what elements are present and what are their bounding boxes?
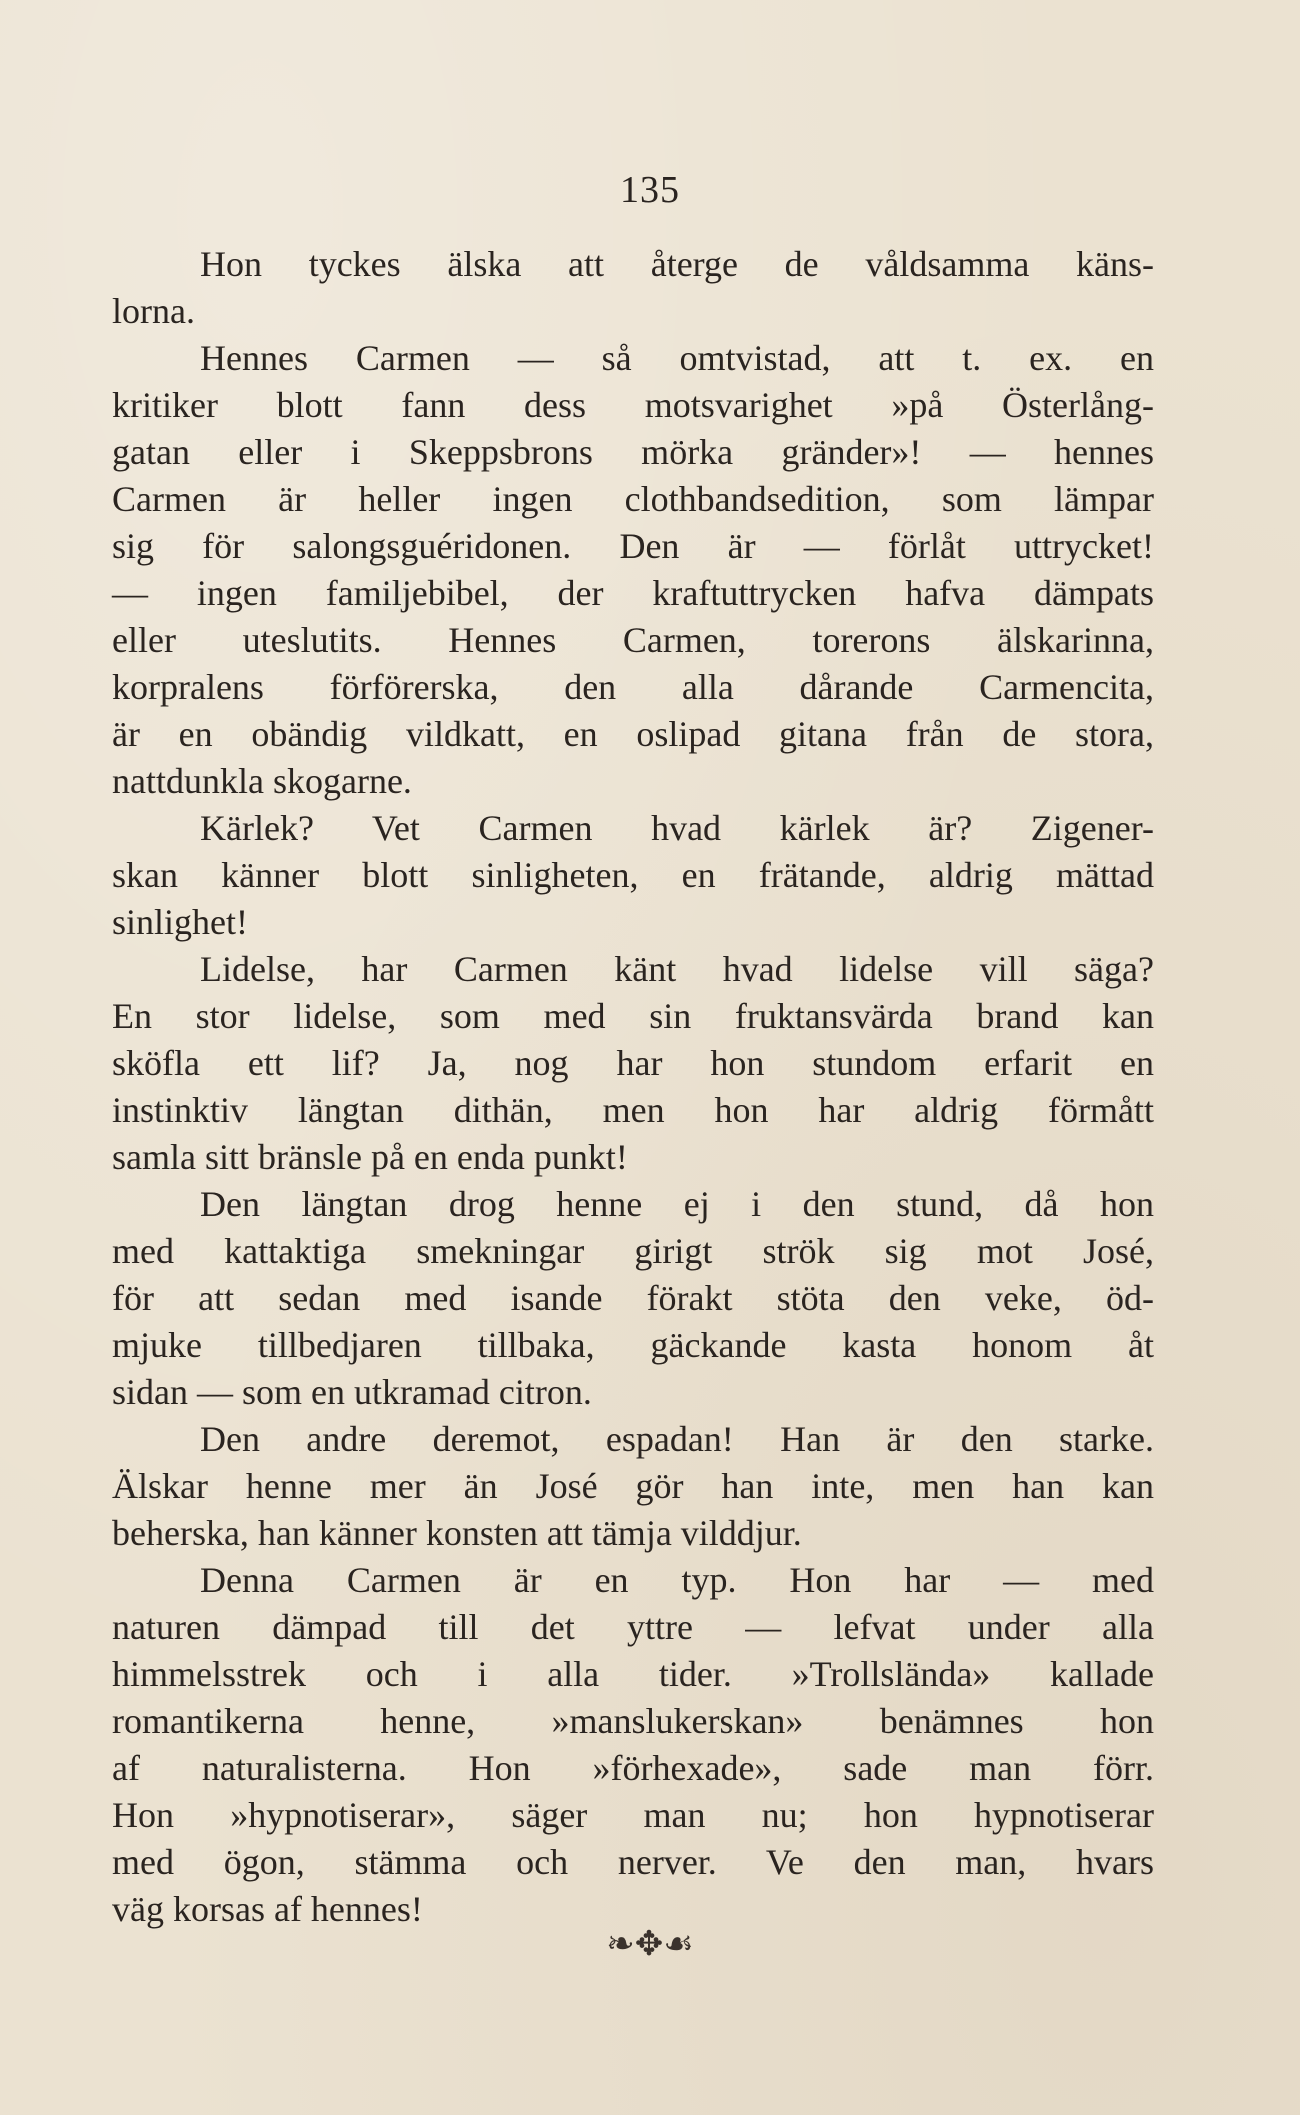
text-line: Hon tyckes älska att återge de våldsamma käns-	[200, 244, 1154, 284]
text-line: — ingen familjebibel, der kraftuttrycken hafva dämpats	[112, 573, 1154, 613]
text-line: sinlighet!	[112, 902, 248, 942]
text-line: himmelsstrek och i alla tider. »Trollslända» kallade	[112, 1654, 1154, 1694]
text-line: korpralens förförerska, den alla dårande Carmencita,	[112, 667, 1154, 707]
end-ornament: ❧✥☙	[606, 1926, 694, 1963]
text-line: Hennes Carmen — så omtvistad, att t. ex. en	[200, 338, 1154, 378]
text-line: Lidelse, har Carmen känt hvad lidelse vill säga?	[200, 949, 1154, 989]
text-line: nattdunkla skogarne.	[112, 761, 412, 801]
text-line: gatan eller i Skeppsbrons mörka gränder»! — hennes	[112, 432, 1154, 472]
page-number: 135	[620, 169, 680, 211]
text-line: Carmen är heller ingen clothbandsedition, som lämpar	[112, 479, 1154, 519]
text-line: med kattaktiga smekningar girigt strök sig mot José,	[112, 1231, 1154, 1271]
text-line: Älskar henne mer än José gör han inte, men han kan	[112, 1466, 1154, 1506]
text-line: är en obändig vildkatt, en oslipad gitana från de stora,	[112, 714, 1154, 754]
text-line: Denna Carmen är en typ. Hon har — med	[200, 1560, 1154, 1600]
text-line: mjuke tillbedjaren tillbaka, gäckande kasta honom åt	[112, 1325, 1154, 1365]
text-line: En stor lidelse, som med sin fruktansvärda brand kan	[112, 996, 1154, 1036]
text-line: Den andre deremot, espadan! Han är den starke.	[200, 1419, 1154, 1459]
text-line: af naturalisterna. Hon »förhexade», sade man förr.	[112, 1748, 1154, 1788]
text-line: väg korsas af hennes!	[112, 1889, 423, 1929]
text-line: samla sitt bränsle på en enda punkt!	[112, 1137, 628, 1177]
text-line: romantikerna henne, »manslukerskan» benämnes hon	[112, 1701, 1154, 1741]
text-line: Den längtan drog henne ej i den stund, då hon	[200, 1184, 1154, 1224]
text-line: Kärlek? Vet Carmen hvad kärlek är? Zigener-	[200, 808, 1154, 848]
text-line: kritiker blott fann dess motsvarighet »på Österlång-	[112, 385, 1154, 425]
body-text	[112, 241, 1154, 1933]
text-line: beherska, han känner konsten att tämja vilddjur.	[112, 1513, 802, 1553]
text-line: instinktiv längtan dithän, men hon har aldrig förmått	[112, 1090, 1154, 1130]
text-line: lorna.	[112, 291, 195, 331]
text-line: med ögon, stämma och nerver. Ve den man, hvars	[112, 1842, 1154, 1882]
text-line: sig för salongsguéridonen. Den är — förlåt uttrycket!	[112, 526, 1154, 566]
text-line: naturen dämpad till det yttre — lefvat under alla	[112, 1607, 1154, 1647]
text-line: skan känner blott sinligheten, en frätande, aldrig mättad	[112, 855, 1154, 895]
text-line: för att sedan med isande förakt stöta den veke, öd-	[112, 1278, 1154, 1318]
text-line: eller uteslutits. Hennes Carmen, torerons älskarinna,	[112, 620, 1154, 660]
text-line: Hon »hypnotiserar», säger man nu; hon hypnotiserar	[112, 1795, 1154, 1835]
text-line: sköfla ett lif? Ja, nog har hon stundom erfarit en	[112, 1043, 1154, 1083]
text-line: sidan — som en utkramad citron.	[112, 1372, 592, 1412]
